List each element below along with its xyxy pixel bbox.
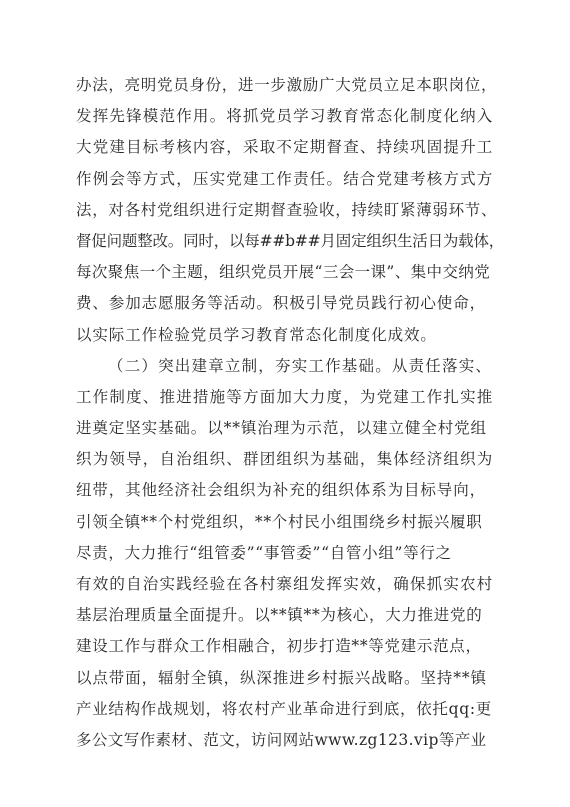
text-line: 进奠定坚实基础。以**镇治理为示范，以建立健全村党组 — [76, 419, 487, 438]
text-line: 纽带，其他经济社会组织为补充的组织体系为目标导向， — [76, 481, 487, 500]
text-line: 每次聚焦一个主题，组织党员开展“三会一课”、集中交纳党 — [76, 263, 491, 282]
text-line: 以实际工作检验党员学习教育常态化制度化成效。 — [76, 325, 437, 344]
text-line: 办法，亮明党员身份，进一步激励广大党员立足本职岗位， — [76, 76, 498, 94]
text-line: 大党建目标考核内容，采取不定期督查、持续巩固提升工 — [76, 138, 494, 157]
text-line: 基层治理质量全面提升。以**镇**为核心，大力推进党的 — [76, 606, 483, 625]
text-line: 有效的自治实践经验在各村寨组发挥实效，确保抓实农村 — [76, 575, 494, 593]
text-line: 工作制度、推进措施等方面加大力度，为党建工作扎实推 — [76, 387, 494, 406]
text-line: 织为领导，自治组织、群团组织为基础，集体经济组织为 — [76, 450, 494, 469]
text-line: 发挥先锋模范作用。将抓党员学习教育常态化制度化纳入 — [76, 107, 494, 126]
text-line: 产业结构作战规划，将农村产业革命进行到底，依托qq:更 — [76, 699, 492, 718]
text-line: 法，对各村党组织进行定期督查验收，持续盯紧薄弱环节、 — [76, 200, 498, 219]
text-line: 尽责，大力推行“组管委”“事管委”“自管小组”等行之 — [76, 543, 452, 562]
text-line: 以点带面，辐射全镇，纵深推进乡村振兴战略。坚持**镇 — [76, 668, 487, 687]
text-line: 引领全镇**个村党组织，**个村民小组围绕乡村振兴履职 — [76, 512, 483, 531]
text-line: 作例会等方式，压实党建工作责任。结合党建考核方式方 — [76, 169, 494, 188]
text-line: 督促问题整改。同时，以每##b##月固定组织生活日为载体， — [76, 231, 505, 250]
text-line: 建设工作与群众工作相融合，初步打造**等党建示范点， — [76, 637, 482, 656]
document-body — [76, 70, 506, 756]
section-heading-line: （二）突出建章立制，夯实工作基础。从责任落实、 — [108, 356, 493, 375]
text-line: 费、参加志愿服务等活动。积极引导党员践行初心使命， — [76, 294, 487, 313]
text-line: 多公文写作素材、范文，访问网站www.zg123.vip等产业 — [76, 730, 487, 749]
